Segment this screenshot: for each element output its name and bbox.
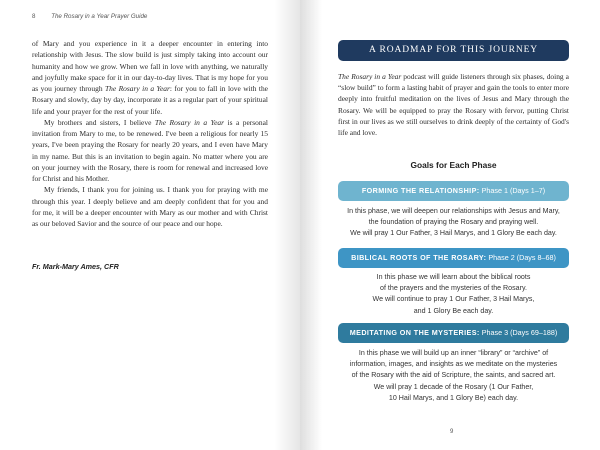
description-line: of the Rosary with the aid of Scripture, the saints, and sacred art.: [351, 371, 556, 380]
intro-paragraph: [338, 71, 569, 138]
phase-title: FORMING THE RELATIONSHIP:: [361, 186, 480, 195]
paragraph: [32, 38, 268, 117]
phase-3-header: [338, 323, 569, 343]
description-line: 10 Hail Marys, and 1 Glory Be) each day.: [388, 393, 519, 402]
right-page-number: 9: [450, 429, 454, 435]
paragraph: [32, 117, 268, 185]
goals-heading: Goals for Each Phase: [410, 160, 497, 170]
intro-text: podcast will guide listeners through six phases, doing a “slow build” to form a lasting habit of prayer and gain the tools to enter more deeply into fruitful meditation on the lives of Jesus and Mary through the Rosary. We will be equipped to pray the Rosary with fervor, putting Christ first in our lives as we still ourselves to drink deeply of the certainty of God's life and love.: [338, 72, 569, 138]
book-title-italic: The Rosary in a Year: [105, 84, 170, 93]
section-banner: A ROADMAP FOR THIS JOURNEY: [338, 40, 569, 61]
phase-range: Phase 3 (Days 69–188): [481, 328, 558, 337]
paragraph-text: My friends, I thank you for joining us. I thank you for praying with me through this year. I deeply believe and am deeply confident that for you and for me, it will be a deeper encounter with Mary as our mother and with Christ as our beloved Savior and the source of our peace and our hope.: [32, 185, 268, 228]
running-head: [32, 13, 147, 20]
phase-2-description: [338, 272, 569, 317]
description-line: In this phase we will learn about the biblical roots: [376, 273, 531, 281]
phase-2-header: [338, 248, 569, 268]
paragraph-text: is a personal invitation from Mary to me, to be renewed. I've been a religious for nearly 15 years, I've been praying the Rosary for nearly 20 years, and I even have Mary in my name. But this is an invitation to begin again. No matter where you are on your journey with the Rosary, there is room for renewal and increased love for Christ and his Mother.: [32, 117, 268, 183]
paragraph: [32, 184, 268, 229]
phase-range: Phase 2 (Days 8–68): [488, 253, 556, 262]
paragraph-text: : for you to fall in love with the Rosary and slowly, day by day, incorporate it as a regular part of your spiritual life and your prayer for the rest of your life.: [32, 84, 268, 116]
book-title-italic: The Rosary in a Year: [154, 117, 224, 127]
phase-title: BIBLICAL ROOTS OF THE ROSARY:: [351, 253, 487, 262]
left-page-number: 8: [32, 13, 36, 20]
description-line: We will pray 1 Our Father, 3 Hail Marys, and 1 Glory Be each day.: [350, 229, 557, 238]
description-line: We will pray 1 decade of the Rosary (1 Our Father,: [373, 382, 534, 391]
description-line: information, images, and insights as we meditate on the mysteries: [349, 360, 558, 369]
description-line: In this phase we will build up an inner “library” or “archive” of: [358, 349, 549, 357]
description-line: of the prayers and the mysteries of the Rosary.: [380, 284, 527, 293]
paragraph-text: of Mary and you experience in it a deeper encounter in entering into relationship with Jesus. The slow build is just simply taking into account our humanity and how we grow. When we fall in love with anything, we naturally and joyfully make space for it in our day-to-day lives. That is my hope for you as you journey through: [32, 39, 268, 93]
paragraph-text: My brothers and sisters, I believe: [44, 117, 155, 127]
left-body-text: [32, 38, 268, 229]
description-line: the foundation of praying the Rosary and praying well.: [368, 218, 539, 227]
description-line: and 1 Glory Be each day.: [413, 306, 494, 315]
phase-1-header: [338, 181, 569, 201]
description-line: In this phase, we will deepen our relationships with Jesus and Mary,: [347, 207, 560, 215]
phase-1-description: [338, 206, 569, 240]
book-title-italic: The Rosary in a Year: [338, 72, 402, 81]
gutter-shadow-left: [274, 0, 300, 450]
running-title: The Rosary in a Year Prayer Guide: [51, 13, 148, 20]
phase-3-description: [338, 348, 569, 404]
description-line: We will continue to pray 1 Our Father, 3 Hail Marys,: [372, 295, 535, 304]
phase-range: Phase 1 (Days 1–7): [481, 186, 546, 195]
author-signature: Fr. Mark-Mary Ames, CFR: [32, 262, 119, 271]
gutter-shadow-right: [300, 0, 322, 450]
phase-title: MEDITATING ON THE MYSTERIES:: [349, 328, 480, 337]
